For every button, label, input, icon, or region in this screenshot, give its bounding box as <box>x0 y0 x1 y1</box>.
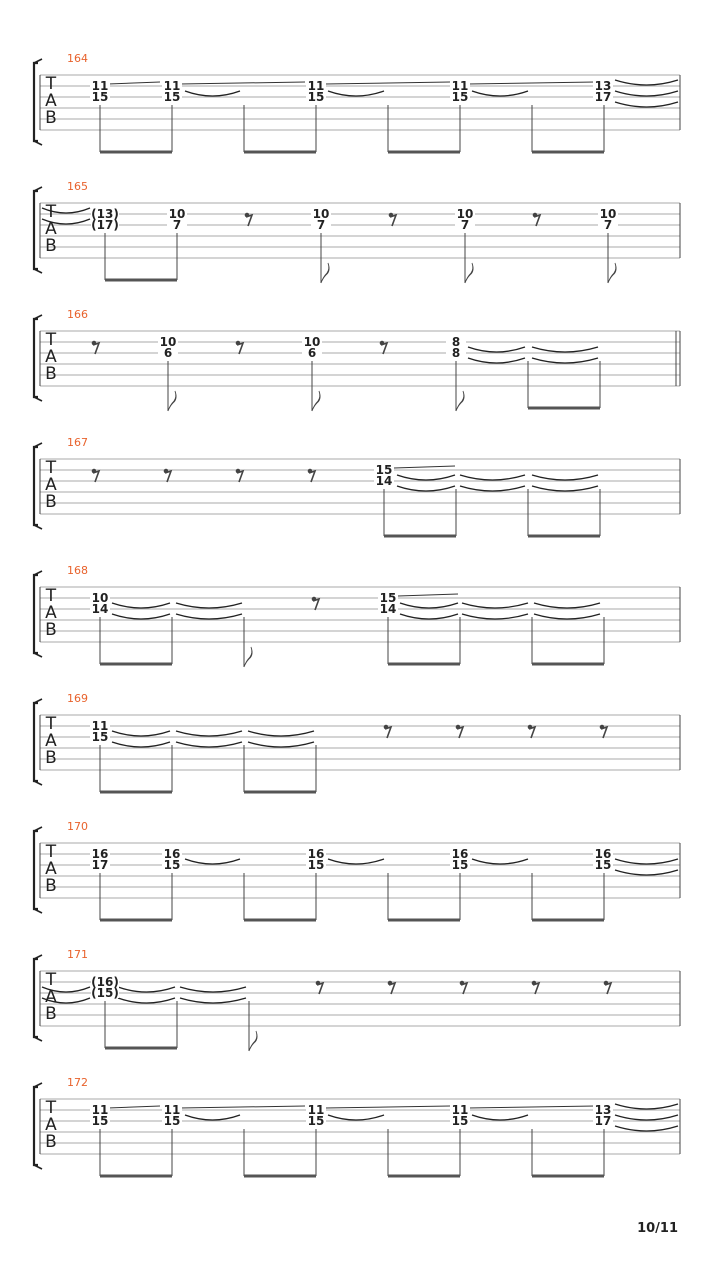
note-chord <box>91 975 119 1000</box>
tab-letter-a: A <box>45 731 57 751</box>
tab-letter-b: B <box>45 492 57 512</box>
tab-letter-a: A <box>45 987 57 1007</box>
tie <box>472 859 528 864</box>
tie <box>532 347 598 352</box>
tie <box>462 614 528 619</box>
tie <box>397 486 455 491</box>
tie <box>328 859 384 864</box>
tie <box>397 475 455 480</box>
tie <box>468 358 525 363</box>
eighth-rest <box>92 469 99 482</box>
note-chord <box>167 207 187 232</box>
fret-number: 10 <box>312 207 330 221</box>
tie <box>176 742 242 747</box>
fret-number: 17 <box>594 1114 612 1128</box>
fret-number: 7 <box>172 218 182 232</box>
tab-letter-t: T <box>45 842 57 862</box>
tie <box>462 603 528 608</box>
note-chord <box>593 1103 613 1128</box>
fret-number: 15 <box>594 858 612 872</box>
tab-letter-b: B <box>45 364 57 384</box>
rest-stroke <box>237 343 243 354</box>
fret-number: 11 <box>91 719 109 733</box>
fret-number: 15 <box>163 1114 181 1128</box>
tie <box>248 742 314 747</box>
fret-number: 17 <box>594 90 612 104</box>
eighth-flag <box>244 647 252 667</box>
fret-number: 15 <box>379 591 397 605</box>
note-chord <box>91 207 119 232</box>
tab-letter-a: A <box>45 859 57 879</box>
tie <box>468 347 525 352</box>
system-bracket <box>34 831 38 909</box>
fret-number: 7 <box>603 218 613 232</box>
note-chord <box>374 463 394 488</box>
note-chord <box>455 207 475 232</box>
rest-stroke <box>309 471 315 482</box>
system-bracket <box>34 63 38 141</box>
tab-letter-t: T <box>45 1098 57 1118</box>
fret-number: 8 <box>451 346 461 360</box>
tab-letter-a: A <box>45 347 57 367</box>
fret-number: 16 <box>594 847 612 861</box>
tab-letter-t: T <box>45 714 57 734</box>
eighth-rest <box>245 213 252 226</box>
tie <box>112 603 170 608</box>
tie <box>534 614 600 619</box>
slide-line <box>108 1106 160 1108</box>
measure-number: 169 <box>67 692 88 705</box>
measure-number: 165 <box>67 180 88 193</box>
fret-number: 16 <box>307 847 325 861</box>
note-chord <box>162 847 182 872</box>
rest-stroke <box>317 983 323 994</box>
tie <box>532 358 598 363</box>
rest-stroke <box>529 727 535 738</box>
tab-letter-t: T <box>45 202 57 222</box>
slide-line <box>325 1106 450 1108</box>
tab-letter-b: B <box>45 1004 57 1024</box>
tab-letter-b: B <box>45 1132 57 1152</box>
rest-stroke <box>246 215 252 226</box>
fret-number: 15 <box>91 90 109 104</box>
tab-letter-a: A <box>45 1115 57 1135</box>
fret-number: 14 <box>379 602 397 616</box>
eighth-rest <box>308 469 315 482</box>
eighth-rest <box>92 341 99 354</box>
eighth-rest <box>533 213 540 226</box>
eighth-flag <box>321 263 329 283</box>
note-chord <box>90 847 110 872</box>
note-chord <box>90 1103 110 1128</box>
tab-letter-b: B <box>45 236 57 256</box>
note-chord <box>90 79 110 104</box>
tie <box>615 859 678 864</box>
eighth-rest <box>312 597 319 610</box>
note-chord <box>162 79 182 104</box>
tie <box>112 742 170 747</box>
tab-letter-t: T <box>45 586 57 606</box>
system-bracket <box>34 191 38 269</box>
fret-number: 13 <box>594 79 612 93</box>
eighth-rest <box>236 469 243 482</box>
rest-stroke <box>534 215 540 226</box>
system-167 <box>34 436 680 536</box>
note-chord <box>302 335 322 360</box>
fret-number: 16 <box>91 847 109 861</box>
tab-letter-t: T <box>45 330 57 350</box>
fret-number: 10 <box>91 591 109 605</box>
measure-number: 171 <box>67 948 88 961</box>
note-chord <box>450 1103 470 1128</box>
eighth-rest <box>604 981 611 994</box>
fret-number: (13) <box>91 207 119 221</box>
system-bracket <box>34 703 38 781</box>
measure-number: 170 <box>67 820 88 833</box>
tie <box>615 870 678 875</box>
tie <box>615 91 678 96</box>
fret-number: 10 <box>303 335 321 349</box>
rest-stroke <box>601 727 607 738</box>
tab-letter-b: B <box>45 748 57 768</box>
fret-number: 7 <box>460 218 470 232</box>
tie <box>615 1115 678 1120</box>
system-bracket <box>34 959 38 1037</box>
note-chord <box>378 591 398 616</box>
fret-number: 14 <box>375 474 393 488</box>
tab-letter-t: T <box>45 458 57 478</box>
tie <box>185 91 240 96</box>
tie <box>185 1115 240 1120</box>
measure-number: 164 <box>67 52 88 65</box>
tie <box>248 731 314 736</box>
tie <box>400 603 458 608</box>
tab-letter-t: T <box>45 74 57 94</box>
tie <box>112 614 170 619</box>
tab-letter-t: T <box>45 970 57 990</box>
note-chord <box>598 207 618 232</box>
system-169 <box>34 692 680 792</box>
tab-letter-b: B <box>45 620 57 640</box>
note-chord <box>162 1103 182 1128</box>
tie <box>400 614 458 619</box>
tie <box>328 1115 384 1120</box>
fret-number: 10 <box>456 207 474 221</box>
slide-line <box>108 82 160 84</box>
rest-stroke <box>93 471 99 482</box>
fret-number: 6 <box>163 346 173 360</box>
tie <box>118 998 175 1003</box>
tie <box>180 987 246 992</box>
tab-letter-a: A <box>45 475 57 495</box>
fret-number: 11 <box>307 1103 325 1117</box>
eighth-rest <box>164 469 171 482</box>
tab-letter-a: A <box>45 91 57 111</box>
rest-stroke <box>533 983 539 994</box>
tab-letter-a: A <box>45 603 57 623</box>
slide-line <box>398 594 458 596</box>
tie <box>460 475 525 480</box>
page-number: 10/11 <box>637 1221 678 1236</box>
fret-number: 11 <box>451 79 469 93</box>
tie <box>176 614 242 619</box>
rest-stroke <box>93 343 99 354</box>
fret-number: 15 <box>451 858 469 872</box>
fret-number: 10 <box>599 207 617 221</box>
fret-number: 15 <box>307 90 325 104</box>
eighth-flag <box>312 391 320 411</box>
eighth-rest <box>384 725 391 738</box>
fret-number: 15 <box>307 1114 325 1128</box>
slide-line <box>468 82 595 84</box>
note-chord <box>306 1103 326 1128</box>
fret-number: 11 <box>91 1103 109 1117</box>
fret-number: 16 <box>163 847 181 861</box>
measure-number: 168 <box>67 564 88 577</box>
fret-number: 15 <box>91 730 109 744</box>
tab-letter-a: A <box>45 219 57 239</box>
measure-number: 167 <box>67 436 88 449</box>
fret-number: 15 <box>451 90 469 104</box>
fret-number: 11 <box>91 79 109 93</box>
fret-number: 15 <box>451 1114 469 1128</box>
fret-number: 15 <box>307 858 325 872</box>
system-170 <box>34 820 680 920</box>
rest-stroke <box>605 983 611 994</box>
fret-number: (17) <box>91 218 119 232</box>
fret-number: 17 <box>91 858 109 872</box>
system-164 <box>34 52 680 152</box>
fret-number: 10 <box>159 335 177 349</box>
system-165 <box>34 180 680 283</box>
system-bracket <box>34 447 38 525</box>
note-chord <box>90 591 110 616</box>
slide-line <box>468 1106 595 1108</box>
tie <box>472 91 528 96</box>
system-171 <box>34 948 680 1051</box>
eighth-rest <box>456 725 463 738</box>
fret-number: 11 <box>307 79 325 93</box>
fret-number: (16) <box>91 975 119 989</box>
system-bracket <box>34 575 38 653</box>
tie <box>615 102 678 107</box>
eighth-rest <box>389 213 396 226</box>
fret-number: 6 <box>307 346 317 360</box>
system-bracket <box>34 319 38 397</box>
rest-stroke <box>165 471 171 482</box>
fret-number: 15 <box>163 858 181 872</box>
fret-number: 15 <box>375 463 393 477</box>
fret-number: 11 <box>163 79 181 93</box>
tie <box>118 987 175 992</box>
note-chord <box>158 335 178 360</box>
note-chord <box>306 847 326 872</box>
eighth-rest <box>460 981 467 994</box>
fret-number: 8 <box>451 335 461 349</box>
tie <box>532 486 598 491</box>
tie <box>180 998 246 1003</box>
tie <box>176 731 242 736</box>
tie <box>532 475 598 480</box>
system-166 <box>34 308 680 411</box>
system-172 <box>34 1076 680 1176</box>
slide-line <box>325 82 450 84</box>
tie <box>615 80 678 85</box>
eighth-rest <box>532 981 539 994</box>
note-chord <box>593 847 613 872</box>
note-chord <box>450 847 470 872</box>
fret-number: 10 <box>168 207 186 221</box>
eighth-flag <box>608 263 616 283</box>
eighth-flag <box>456 391 464 411</box>
slide-line <box>180 82 305 84</box>
tie <box>328 91 384 96</box>
tie <box>185 859 240 864</box>
fret-number: 11 <box>451 1103 469 1117</box>
fret-number: 15 <box>91 1114 109 1128</box>
tie <box>460 486 525 491</box>
tab-letter-b: B <box>45 108 57 128</box>
fret-number: (15) <box>91 986 119 1000</box>
eighth-flag <box>168 391 176 411</box>
rest-stroke <box>313 599 319 610</box>
rest-stroke <box>461 983 467 994</box>
rest-stroke <box>390 215 396 226</box>
rest-stroke <box>237 471 243 482</box>
fret-number: 13 <box>594 1103 612 1117</box>
note-chord <box>593 79 613 104</box>
fret-number: 16 <box>451 847 469 861</box>
rest-stroke <box>385 727 391 738</box>
note-chord <box>306 79 326 104</box>
rest-stroke <box>381 343 387 354</box>
eighth-rest <box>388 981 395 994</box>
tab-letter-b: B <box>45 876 57 896</box>
system-bracket <box>34 1087 38 1165</box>
tie <box>615 1126 678 1131</box>
slide-line <box>180 1106 305 1108</box>
eighth-rest <box>528 725 535 738</box>
tie <box>534 603 600 608</box>
eighth-rest <box>600 725 607 738</box>
tie <box>176 603 242 608</box>
eighth-rest <box>380 341 387 354</box>
eighth-flag <box>465 263 473 283</box>
note-chord <box>446 335 466 360</box>
rest-stroke <box>389 983 395 994</box>
eighth-flag <box>249 1031 257 1051</box>
system-168 <box>34 564 680 667</box>
measure-number: 166 <box>67 308 88 321</box>
eighth-rest <box>236 341 243 354</box>
fret-number: 11 <box>163 1103 181 1117</box>
tie <box>615 1104 678 1109</box>
fret-number: 15 <box>163 90 181 104</box>
measure-number: 172 <box>67 1076 88 1089</box>
fret-number: 14 <box>91 602 109 616</box>
note-chord <box>311 207 331 232</box>
eighth-rest <box>316 981 323 994</box>
note-chord <box>90 719 110 744</box>
tie <box>472 1115 528 1120</box>
note-chord <box>450 79 470 104</box>
fret-number: 7 <box>316 218 326 232</box>
rest-stroke <box>457 727 463 738</box>
tie <box>112 731 170 736</box>
slide-line <box>394 466 455 468</box>
